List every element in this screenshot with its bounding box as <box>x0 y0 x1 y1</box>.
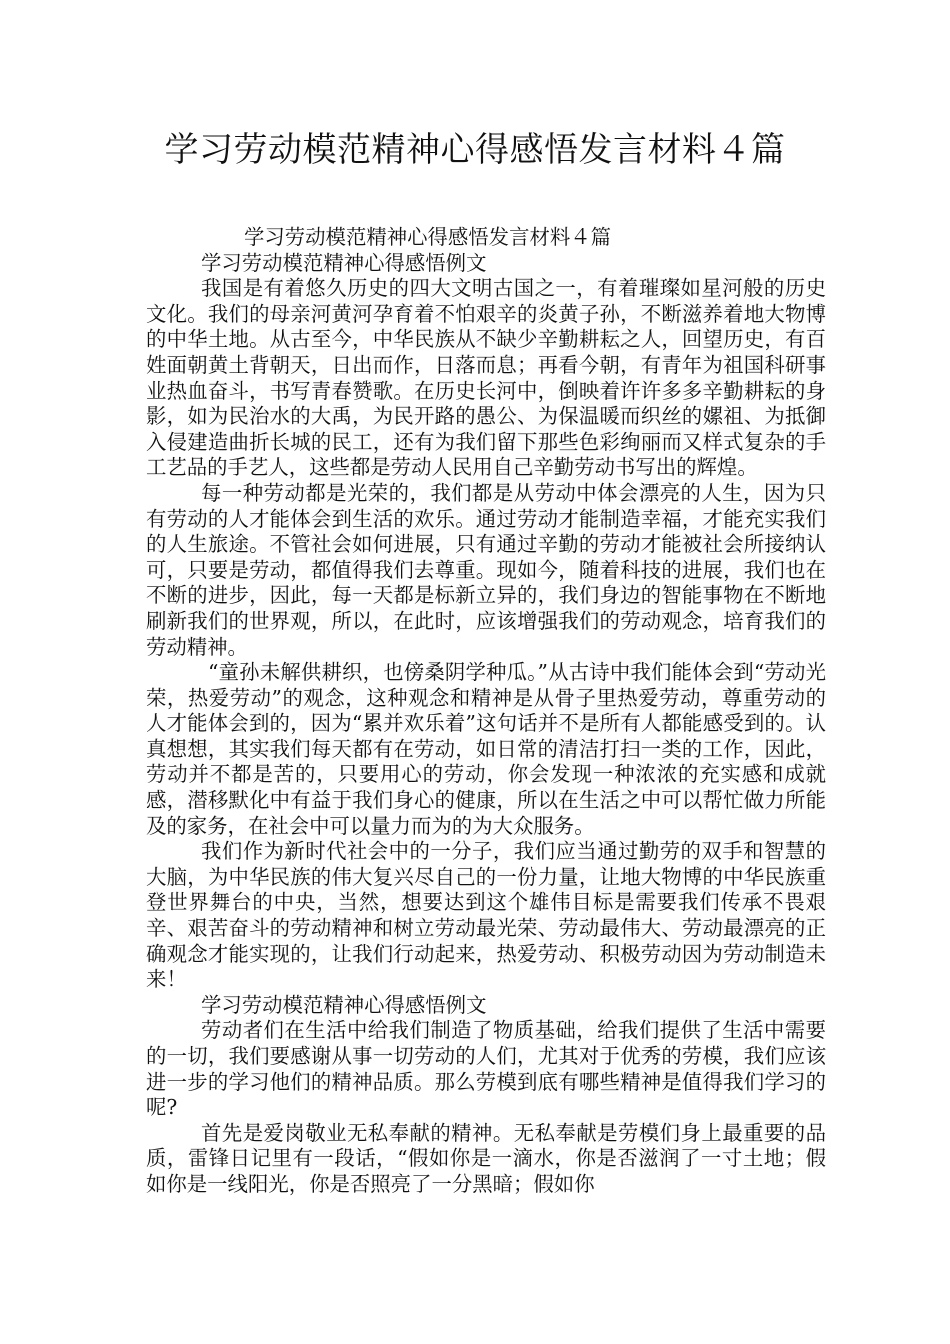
paragraph: 我国是有着悠久历史的四大文明古国之一，有着璀璨如星河般的历史文化。我们的母亲河黄河孕育着不怕艰辛的炎黄子孙，不断滋养着地大物博的中华土地。从古至今，中华民族从不缺少辛勤耕耘之人，回望历史，有百姓面朝黄土背朝天，日出而作，日落而息；再看今朝，有青年为祖国科研事业热血奋斗，书写青春赞歌。在历史长河中，倒映着许许多多辛勤耕耘的身影，如为民治水的大禹，为民开路的愚公、为保温暖而织丝的嫘祖、为抵御入侵建造曲折长城的民工，还有为我们留下那些色彩绚丽而又样式复杂的手工艺品的手艺人，这些都是劳动人民用自己辛勤劳动书写出的辉煌。 <box>146 276 826 480</box>
paragraph: 每一种劳动都是光荣的，我们都是从劳动中体会漂亮的人生，因为只有劳动的人才能体会到生活的欢乐。通过劳动才能制造幸福，才能充实我们的人生旅途。不管社会如何进展，只有通过辛勤的劳动才能被社会所接纳认可，只要是劳动，都值得我们去尊重。现如今，随着科技的进展，我们也在不断的进步，因此，每一天都是标新立异的，我们身边的智能事物在不断地刷新我们的世界观，所以，在此时，应该增强我们的劳动观念，培育我们的劳动精神。 <box>146 480 826 659</box>
document-title: 学习劳动模范精神心得感悟发言材料４篇 <box>164 130 786 170</box>
section-heading-1: 学习劳动模范精神心得感悟例文 <box>201 250 487 275</box>
section-heading-2: 学习劳动模范精神心得感悟例文 <box>201 992 487 1017</box>
paragraph: “童孙未解供耕织，也傍桑阴学种瓜。”从古诗中我们能体会到“劳动光荣，热爱劳动”的观念，这种观念和精神是从骨子里热爱劳动，尊重劳动的人才能体会到的，因为“累并欢乐着”这句话并不是所有人都能感受到的。认真想想，其实我们每天都有在劳动，如日常的清洁打扫一类的工作，因此，劳动并不都是苦的，只要用心的劳动，你会发现一种浓浓的充实感和成就感，潜移默化中有益于我们身心的健康，所以在生活之中可以帮忙做力所能及的家务，在社会中可以量力而为的为大众服务。 <box>146 660 826 838</box>
paragraph: 劳动者们在生活中给我们制造了物质基础，给我们提供了生活中需要的一切，我们要感谢从事一切劳动的人们，尤其对于优秀的劳模，我们应该进一步的学习他们的精神品质。那么劳模到底有哪些精神是值得我们学习的呢? <box>146 1018 826 1120</box>
paragraph: 我们作为新时代社会中的一分子，我们应当通过勤劳的双手和智慧的大脑，为中华民族的伟大复兴尽自己的一份力量，让地大物博的中华民族重登世界舞台的中央，当然，想要达到这个雄伟目标是需要我们传承不畏艰辛、艰苦奋斗的劳动精神和树立劳动最光荣、劳动最伟大、劳动最漂亮的正确观念才能实现的，让我们行动起来，热爱劳动、积极劳动因为劳动制造未来！ <box>146 839 826 992</box>
paragraph: 首先是爱岗敬业无私奉献的精神。无私奉献是劳模们身上最重要的品质，雷锋日记里有一段话，“假如你是一滴水，你是否滋润了一寸土地；假如你是一线阳光，你是否照亮了一分黑暗；假如你 <box>146 1120 826 1196</box>
document-subtitle: 学习劳动模范精神心得感悟发言材料４篇 <box>244 225 612 249</box>
document-body <box>146 225 826 1198</box>
